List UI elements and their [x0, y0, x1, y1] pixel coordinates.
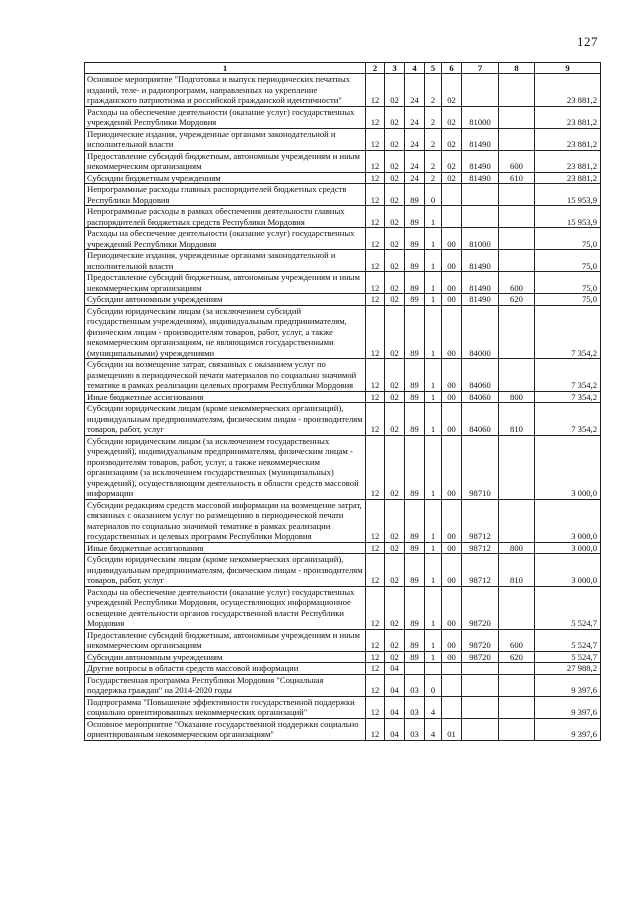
row-code5-cell: 2	[425, 150, 442, 172]
row-code4-cell: 89	[405, 554, 425, 587]
table-row	[85, 272, 601, 294]
row-code5-cell: 2	[425, 106, 442, 128]
row-code8-cell: 620	[499, 294, 535, 306]
row-amount-cell: 3 000,0	[535, 435, 601, 499]
row-code2-cell: 12	[366, 294, 385, 306]
row-code8-cell: 600	[499, 272, 535, 294]
row-code6-cell: 02	[442, 106, 462, 128]
row-code4-cell: 03	[405, 696, 425, 718]
row-amount-cell: 75,0	[535, 250, 601, 272]
row-code3-cell: 02	[385, 150, 405, 172]
row-amount-cell: 5 524,7	[535, 651, 601, 663]
row-code3-cell: 02	[385, 403, 405, 436]
row-amount-cell: 5 524,7	[535, 586, 601, 629]
row-code2-cell: 12	[366, 663, 385, 675]
row-code4-cell: 03	[405, 718, 425, 740]
row-name-cell: Периодические издания, учрежденные органами законодательной и исполнительной власти	[85, 250, 366, 272]
row-code4-cell: 89	[405, 651, 425, 663]
row-code2-cell: 12	[366, 128, 385, 150]
row-code3-cell: 04	[385, 674, 405, 696]
row-code2-cell: 12	[366, 554, 385, 587]
table-header-row	[85, 63, 601, 74]
row-name-cell: Непрограммные расходы главных распорядителей бюджетных средств Республики Мордовия	[85, 184, 366, 206]
row-code3-cell: 02	[385, 250, 405, 272]
row-code3-cell: 02	[385, 128, 405, 150]
row-name-cell: Субсидии юридическим лицам (за исключением субсидий государственным учреждениям), индивидуальным предпринимателям, физическим лицам - производителям товаров, работ, услуг, а также некоммерческим организациям, не являющимся государственными (муниципальными) учреждениями	[85, 305, 366, 359]
row-code8-cell	[499, 250, 535, 272]
row-code8-cell	[499, 74, 535, 107]
row-amount-cell: 23 881,2	[535, 128, 601, 150]
row-code7-cell	[462, 206, 499, 228]
row-code5-cell: 1	[425, 554, 442, 587]
row-name-cell: Основное мероприятие "Оказание государственной поддержки социально ориентированным некоммерческим организациям"	[85, 718, 366, 740]
row-code3-cell: 02	[385, 228, 405, 250]
row-code2-cell: 12	[366, 718, 385, 740]
row-code2-cell: 12	[366, 172, 385, 184]
row-code5-cell: 1	[425, 629, 442, 651]
row-code8-cell	[499, 663, 535, 675]
row-code4-cell: 89	[405, 250, 425, 272]
row-amount-cell: 9 397,6	[535, 696, 601, 718]
row-amount-cell: 7 354,2	[535, 359, 601, 392]
row-code8-cell: 600	[499, 629, 535, 651]
row-code6-cell: 00	[442, 359, 462, 392]
row-code2-cell: 12	[366, 696, 385, 718]
row-code5-cell: 1	[425, 359, 442, 392]
row-code4-cell: 24	[405, 128, 425, 150]
row-code4-cell: 89	[405, 391, 425, 403]
row-code8-cell: 810	[499, 554, 535, 587]
table-row	[85, 696, 601, 718]
row-code3-cell: 02	[385, 172, 405, 184]
table-row	[85, 305, 601, 359]
table-row	[85, 172, 601, 184]
row-code2-cell: 12	[366, 184, 385, 206]
row-code5-cell: 1	[425, 542, 442, 554]
table-row	[85, 499, 601, 542]
row-code7-cell: 98712	[462, 499, 499, 542]
row-code5-cell: 1	[425, 228, 442, 250]
row-code8-cell: 800	[499, 391, 535, 403]
budget-table	[84, 62, 601, 741]
row-code3-cell: 02	[385, 74, 405, 107]
row-code3-cell: 04	[385, 718, 405, 740]
row-code4-cell: 24	[405, 74, 425, 107]
row-code6-cell	[442, 663, 462, 675]
row-code2-cell: 12	[366, 150, 385, 172]
row-name-cell: Основное мероприятие "Подготовка и выпуск периодических печатных изданий, теле- и радиопрограмм, направленных на укрепление гражданского патриотизма и российской гражданской идентичности"	[85, 74, 366, 107]
row-amount-cell: 15 953,9	[535, 206, 601, 228]
row-code5-cell: 2	[425, 172, 442, 184]
row-code3-cell: 02	[385, 184, 405, 206]
row-amount-cell: 23 881,2	[535, 106, 601, 128]
row-code5-cell: 1	[425, 403, 442, 436]
table-row	[85, 228, 601, 250]
row-code5-cell: 4	[425, 696, 442, 718]
row-amount-cell: 75,0	[535, 228, 601, 250]
row-code7-cell: 81000	[462, 228, 499, 250]
row-code5-cell: 1	[425, 651, 442, 663]
row-code2-cell: 12	[366, 272, 385, 294]
row-code6-cell	[442, 674, 462, 696]
row-code8-cell	[499, 586, 535, 629]
row-code8-cell: 600	[499, 150, 535, 172]
table-row	[85, 554, 601, 587]
row-code6-cell: 01	[442, 718, 462, 740]
row-code4-cell: 89	[405, 542, 425, 554]
table-row	[85, 74, 601, 107]
row-amount-cell: 9 397,6	[535, 674, 601, 696]
row-code7-cell	[462, 663, 499, 675]
row-code7-cell: 98720	[462, 651, 499, 663]
row-code7-cell: 81490	[462, 250, 499, 272]
row-code3-cell: 02	[385, 586, 405, 629]
page-number: 127	[577, 34, 598, 49]
row-code4-cell: 89	[405, 499, 425, 542]
row-name-cell: Субсидии бюджетным учреждениям	[85, 172, 366, 184]
row-code8-cell	[499, 696, 535, 718]
header-cell-col6: 6	[442, 63, 462, 74]
table-row	[85, 542, 601, 554]
row-code2-cell: 12	[366, 651, 385, 663]
row-name-cell: Субсидии редакциям средств массовой информации на возмещение затрат, связанных с оказанием услуг по размещению в периодической печати материалов по социально значимой тематике в рамках реализации государственных и целевых программ Республики Мордовия	[85, 499, 366, 542]
row-code6-cell: 02	[442, 74, 462, 107]
row-amount-cell: 7 354,2	[535, 403, 601, 436]
row-code5-cell: 1	[425, 250, 442, 272]
row-code3-cell: 02	[385, 542, 405, 554]
row-code4-cell: 89	[405, 586, 425, 629]
row-code8-cell	[499, 435, 535, 499]
row-code6-cell: 00	[442, 403, 462, 436]
table-row	[85, 391, 601, 403]
table-row	[85, 128, 601, 150]
row-code7-cell	[462, 696, 499, 718]
row-code6-cell: 02	[442, 150, 462, 172]
row-code7-cell: 81490	[462, 272, 499, 294]
header-cell-col7: 7	[462, 63, 499, 74]
row-amount-cell: 3 000,0	[535, 554, 601, 587]
table-row	[85, 359, 601, 392]
row-code3-cell: 02	[385, 305, 405, 359]
row-code2-cell: 12	[366, 74, 385, 107]
row-code8-cell	[499, 305, 535, 359]
row-code6-cell: 00	[442, 294, 462, 306]
row-name-cell: Иные бюджетные ассигнования	[85, 542, 366, 554]
row-code3-cell: 02	[385, 629, 405, 651]
row-name-cell: Субсидии юридическим лицам (кроме некоммерческих организаций), индивидуальным предпринимателям, физическим лицам - производителям товаров, работ, услуг	[85, 554, 366, 587]
row-code6-cell: 00	[442, 305, 462, 359]
row-code8-cell: 620	[499, 651, 535, 663]
header-cell-col9: 9	[535, 63, 601, 74]
row-code8-cell	[499, 718, 535, 740]
row-code8-cell	[499, 206, 535, 228]
row-code7-cell: 98712	[462, 554, 499, 587]
row-code6-cell: 00	[442, 228, 462, 250]
row-code7-cell: 84000	[462, 305, 499, 359]
table-row	[85, 184, 601, 206]
row-code5-cell: 0	[425, 674, 442, 696]
row-code8-cell	[499, 128, 535, 150]
row-code2-cell: 12	[366, 403, 385, 436]
row-name-cell: Расходы на обеспечение деятельности (оказание услуг) государственных учреждений Республики Мордовия	[85, 228, 366, 250]
row-name-cell: Непрограммные расходы в рамках обеспечения деятельности главных распорядителей бюджетных средств Республики Мордовия	[85, 206, 366, 228]
row-code4-cell: 89	[405, 206, 425, 228]
row-code8-cell: 810	[499, 403, 535, 436]
header-cell-col4: 4	[405, 63, 425, 74]
row-name-cell: Расходы на обеспечение деятельности (оказание услуг) государственных учреждений Республики Мордовия, осуществляющих информационное освещение деятельности органов государственной власти Республики Мордовия	[85, 586, 366, 629]
header-cell-col2: 2	[366, 63, 385, 74]
row-code3-cell: 04	[385, 663, 405, 675]
row-code2-cell: 12	[366, 629, 385, 651]
row-code8-cell	[499, 106, 535, 128]
row-name-cell: Субсидии на возмещение затрат, связанных с оказанием услуг по размещению в периодической печати материалов по социально значимой тематике в рамках реализации целевых программ Республики Мордовия	[85, 359, 366, 392]
row-code6-cell: 00	[442, 435, 462, 499]
row-code3-cell: 02	[385, 435, 405, 499]
row-code5-cell: 1	[425, 499, 442, 542]
row-code5-cell: 2	[425, 128, 442, 150]
row-code2-cell: 12	[366, 391, 385, 403]
row-code8-cell	[499, 184, 535, 206]
row-code5-cell	[425, 663, 442, 675]
row-code7-cell: 98720	[462, 629, 499, 651]
row-code7-cell	[462, 184, 499, 206]
row-code4-cell: 24	[405, 172, 425, 184]
table-row	[85, 150, 601, 172]
row-name-cell: Субсидии юридическим лицам (за исключением государственных учреждений), индивидуальным предпринимателям, физическим лицам - производителям товаров, работ, услуг, а также некоммерческим организациям (за исключением государственных (муниципальных) учреждений), осуществляющим деятельность в области средств массовой информации	[85, 435, 366, 499]
header-cell-col5: 5	[425, 63, 442, 74]
row-code3-cell: 02	[385, 106, 405, 128]
row-code6-cell	[442, 206, 462, 228]
row-code8-cell	[499, 674, 535, 696]
table-row	[85, 106, 601, 128]
row-code6-cell: 00	[442, 542, 462, 554]
row-code4-cell: 89	[405, 228, 425, 250]
row-code2-cell: 12	[366, 250, 385, 272]
table-row	[85, 674, 601, 696]
table-row	[85, 663, 601, 675]
row-code7-cell: 84060	[462, 391, 499, 403]
row-code5-cell: 2	[425, 74, 442, 107]
row-code7-cell: 84060	[462, 403, 499, 436]
table-row	[85, 403, 601, 436]
row-code7-cell: 98712	[462, 542, 499, 554]
row-code4-cell: 24	[405, 106, 425, 128]
row-code6-cell: 02	[442, 172, 462, 184]
row-amount-cell: 27 988,2	[535, 663, 601, 675]
row-code6-cell	[442, 184, 462, 206]
header-cell-col1: 1	[85, 63, 366, 74]
row-code7-cell: 81490	[462, 150, 499, 172]
row-amount-cell: 23 881,2	[535, 172, 601, 184]
row-code8-cell	[499, 228, 535, 250]
row-code2-cell: 12	[366, 586, 385, 629]
row-code5-cell: 0	[425, 184, 442, 206]
row-code4-cell: 89	[405, 629, 425, 651]
row-amount-cell: 7 354,2	[535, 391, 601, 403]
row-code3-cell: 02	[385, 206, 405, 228]
row-code4-cell: 03	[405, 674, 425, 696]
row-code8-cell: 800	[499, 542, 535, 554]
table-row	[85, 435, 601, 499]
row-code5-cell: 1	[425, 272, 442, 294]
table-row	[85, 586, 601, 629]
row-code5-cell: 1	[425, 305, 442, 359]
row-amount-cell: 15 953,9	[535, 184, 601, 206]
row-code7-cell	[462, 674, 499, 696]
row-name-cell: Предоставление субсидий бюджетным, автономным учреждениям и иным некоммерческим организациям	[85, 272, 366, 294]
row-code6-cell: 00	[442, 499, 462, 542]
table-body	[85, 74, 601, 741]
row-name-cell: Иные бюджетные ассигнования	[85, 391, 366, 403]
row-code2-cell: 12	[366, 106, 385, 128]
row-code7-cell: 81000	[462, 106, 499, 128]
row-code6-cell	[442, 696, 462, 718]
row-code3-cell: 02	[385, 499, 405, 542]
row-code5-cell: 4	[425, 718, 442, 740]
row-code2-cell: 12	[366, 435, 385, 499]
row-code4-cell: 89	[405, 294, 425, 306]
row-code4-cell: 89	[405, 403, 425, 436]
row-code4-cell: 89	[405, 359, 425, 392]
row-code7-cell: 81490	[462, 172, 499, 184]
row-code6-cell: 00	[442, 272, 462, 294]
row-code6-cell: 00	[442, 629, 462, 651]
header-cell-col3: 3	[385, 63, 405, 74]
row-code6-cell: 02	[442, 128, 462, 150]
row-code5-cell: 1	[425, 294, 442, 306]
row-name-cell: Субсидии автономным учреждениям	[85, 651, 366, 663]
row-code4-cell: 89	[405, 305, 425, 359]
row-amount-cell: 3 000,0	[535, 542, 601, 554]
row-code7-cell: 81490	[462, 128, 499, 150]
row-amount-cell: 23 881,2	[535, 74, 601, 107]
row-code4-cell: 24	[405, 150, 425, 172]
row-amount-cell: 7 354,2	[535, 305, 601, 359]
row-name-cell: Подпрограмма "Повышение эффективности государственной поддержки социально ориентированных некоммерческих организаций"	[85, 696, 366, 718]
row-code8-cell	[499, 359, 535, 392]
table-row	[85, 250, 601, 272]
row-amount-cell: 75,0	[535, 294, 601, 306]
row-code2-cell: 12	[366, 359, 385, 392]
row-code4-cell	[405, 663, 425, 675]
row-code7-cell: 84060	[462, 359, 499, 392]
row-code8-cell	[499, 499, 535, 542]
row-name-cell: Субсидии автономным учреждениям	[85, 294, 366, 306]
row-code2-cell: 12	[366, 499, 385, 542]
row-code7-cell: 98710	[462, 435, 499, 499]
row-code7-cell	[462, 718, 499, 740]
row-code2-cell: 12	[366, 305, 385, 359]
row-name-cell: Периодические издания, учрежденные органами законодательной и исполнительной власти	[85, 128, 366, 150]
row-amount-cell: 5 524,7	[535, 629, 601, 651]
row-code5-cell: 1	[425, 391, 442, 403]
row-code6-cell: 00	[442, 250, 462, 272]
table-row	[85, 206, 601, 228]
row-code2-cell: 12	[366, 206, 385, 228]
row-code5-cell: 1	[425, 586, 442, 629]
row-name-cell: Другие вопросы в области средств массовой информации	[85, 663, 366, 675]
row-code8-cell: 610	[499, 172, 535, 184]
row-name-cell: Предоставление субсидий бюджетным, автономным учреждениям и иным некоммерческим организациям	[85, 150, 366, 172]
row-name-cell: Предоставление субсидий бюджетным, автономным учреждениям и иным некоммерческим организациям	[85, 629, 366, 651]
row-code6-cell: 00	[442, 586, 462, 629]
row-code2-cell: 12	[366, 674, 385, 696]
row-code3-cell: 02	[385, 294, 405, 306]
row-code4-cell: 89	[405, 435, 425, 499]
row-code4-cell: 89	[405, 184, 425, 206]
row-name-cell: Расходы на обеспечение деятельности (оказание услуг) государственных учреждений Республики Мордовия	[85, 106, 366, 128]
row-code3-cell: 04	[385, 696, 405, 718]
row-code6-cell: 00	[442, 651, 462, 663]
table-row	[85, 294, 601, 306]
row-code7-cell: 81490	[462, 294, 499, 306]
row-code3-cell: 02	[385, 554, 405, 587]
row-code6-cell: 00	[442, 391, 462, 403]
table-row	[85, 651, 601, 663]
row-name-cell: Субсидии юридическим лицам (кроме некоммерческих организаций), индивидуальным предпринимателям, физическим лицам - производителям товаров, работ, услуг	[85, 403, 366, 436]
table-row	[85, 629, 601, 651]
row-amount-cell: 9 397,6	[535, 718, 601, 740]
row-amount-cell: 23 881,2	[535, 150, 601, 172]
row-code3-cell: 02	[385, 272, 405, 294]
row-name-cell: Государственная программа Республики Мордовия "Социальная поддержка граждан" на 2014-2020 годы	[85, 674, 366, 696]
row-code5-cell: 1	[425, 435, 442, 499]
row-code3-cell: 02	[385, 391, 405, 403]
row-code3-cell: 02	[385, 651, 405, 663]
row-code2-cell: 12	[366, 228, 385, 250]
row-code5-cell: 1	[425, 206, 442, 228]
row-code2-cell: 12	[366, 542, 385, 554]
row-code4-cell: 89	[405, 272, 425, 294]
row-code7-cell: 98720	[462, 586, 499, 629]
row-amount-cell: 3 000,0	[535, 499, 601, 542]
header-cell-col8: 8	[499, 63, 535, 74]
row-code3-cell: 02	[385, 359, 405, 392]
row-code6-cell: 00	[442, 554, 462, 587]
row-code7-cell	[462, 74, 499, 107]
row-amount-cell: 75,0	[535, 272, 601, 294]
table-row	[85, 718, 601, 740]
